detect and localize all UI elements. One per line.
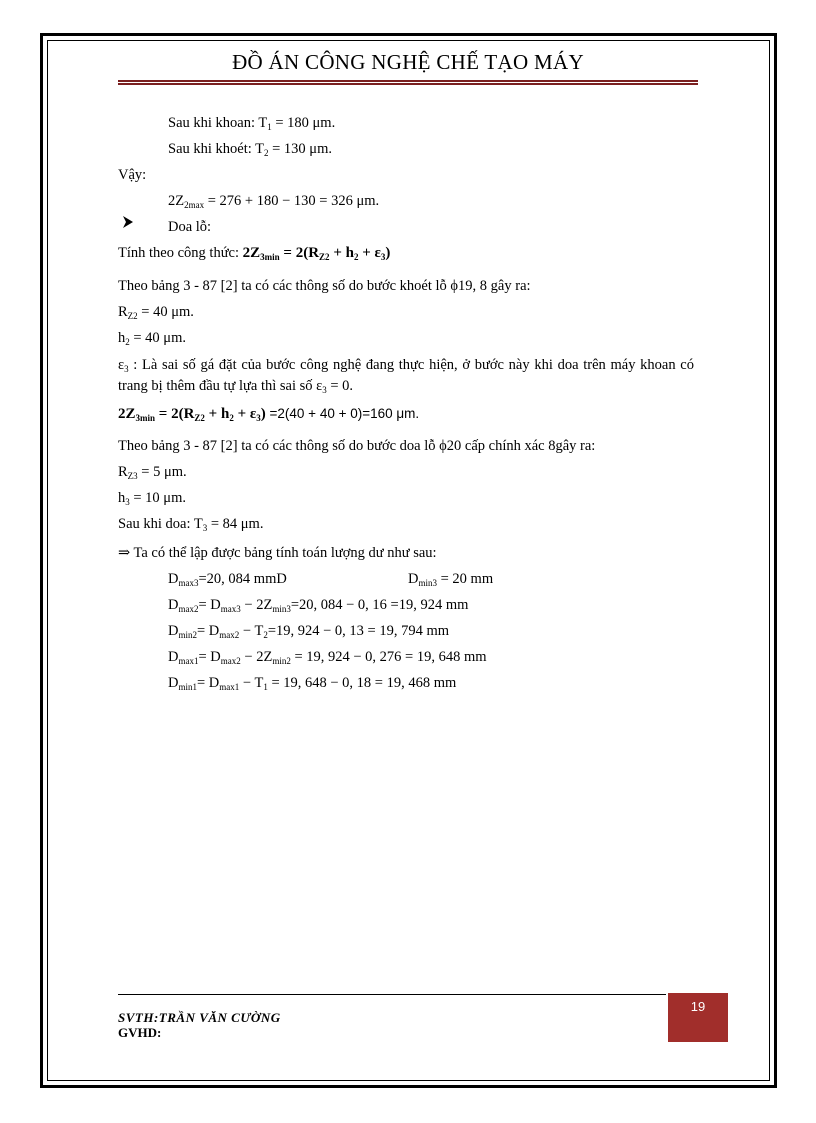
subscript: 3 [256,413,261,423]
text-line-therefore: Vậy: [118,167,147,183]
header-divider-bottom [118,83,698,85]
formula-line-2z2max [168,192,379,210]
text: 2Z [242,245,261,261]
subscript: min3 [418,578,437,588]
subscript: 3min [260,252,280,262]
subscript: 3 [202,523,208,533]
text: ) [385,245,391,261]
subscript: 2 [125,337,130,347]
subscript: 3 [125,497,130,507]
subscript: 2 [353,252,359,262]
text: = 10 μm. [129,490,186,506]
text: 2Z [168,193,185,209]
subscript: 2 [263,630,268,640]
text: =20, 084 − 0, 16 =19, 924 mm [290,597,469,613]
subscript: max1 [219,682,240,692]
subscript: 1 [267,122,272,132]
subscript: 1 [263,682,268,692]
text: = 84 μm. [207,516,264,532]
text-line-table-reference-1: Theo bảng 3 - 87 [2] ta có các thông số do bước khoét lỗ ϕ19, 8 gây ra: [118,278,531,294]
document-header-title: ĐỒ ÁN CÔNG NGHỆ CHẾ TẠO MÁY [232,50,584,74]
text-line-table-reference-2: Theo bảng 3 - 87 [2] ta có các thông số do bước doa lỗ ϕ20 cấp chính xác 8gây ra: [118,438,596,454]
subscript: Z2 [127,311,138,321]
text: = 19, 648 − 0, 18 = 19, 468 mm [267,675,457,691]
text: D [408,571,419,587]
subscript: 2max [184,200,205,210]
subscript: 2 [229,413,234,423]
text: Tính theo công thức: [118,245,243,261]
text: D [168,597,179,613]
header-divider-top [118,80,698,82]
subscript: 3min [135,413,156,423]
text: − T [239,675,264,691]
text: R [118,464,128,480]
text: = 5 μm. [137,464,187,480]
text: = D [198,597,221,613]
text: 2Z [118,406,136,422]
text-line-h3 [118,489,186,507]
text-line-rz2 [118,303,194,321]
formula-line-dmin1 [168,674,456,692]
text: = 130 μm. [268,141,332,157]
subscript: 3 [380,252,386,262]
formula-line-dmin2 [168,622,449,640]
formula-line-dmax3 [168,570,287,588]
text-line-rz3 [118,463,187,481]
text: D [168,675,179,691]
formula-line-dmin3 [408,570,493,588]
text: ) [260,406,266,422]
text: Sau khi doa: T [118,516,203,532]
text: Sau khi khoan: T [168,115,268,131]
text-line-h2 [118,329,186,347]
page-number-badge: 19 [668,993,728,1042]
text: R [118,304,128,320]
bullet-heading-ream-hole: Doa lỗ: [168,219,212,235]
text: = D [197,675,220,691]
text: : Là sai số gá đặt của bước công nghệ đang thực hiện, ở bước này khi doa trên máy khoan có trang bị thêm đầu tự lựa thì sai số ε [118,357,694,394]
text: =19, 924 − 0, 13 = 19, 794 mm [267,623,450,639]
text-line-formula-intro [118,244,390,262]
subscript: min3 [272,604,291,614]
text: + ε [233,406,257,422]
subscript: max3 [220,604,241,614]
subscript: Z2 [319,252,330,262]
text: = 180 μm. [271,115,336,131]
text: D [168,623,179,639]
paragraph-epsilon3 [118,355,694,397]
footer-student-name: SVTH:TRẦN VĂN CƯỜNG [118,1010,281,1025]
subscript: 2 [264,148,269,158]
text-line-after-reaming [168,140,332,158]
arrowhead-bullet-icon [122,215,134,234]
formula-bold [243,245,391,261]
text: − T [239,623,264,639]
text: = 19, 924 − 0, 276 = 19, 648 mm [290,649,487,665]
text: =2(40 + 40 + 0)=160 μm. [265,406,420,421]
footer-divider [118,994,666,995]
text-line-after-drilling [168,114,335,132]
text: + h [329,245,354,261]
subscript: min2 [272,656,291,666]
text: = 0. [326,378,354,394]
subscript: min2 [178,630,197,640]
subscript: Z2 [194,413,205,423]
text-line-allowance-table-intro: ⇒ Ta có thể lập được bảng tính toán lượng dư như sau: [118,545,437,561]
formula-line-dmax1 [168,648,487,666]
subscript: 3 [124,364,129,374]
text: h [118,330,126,346]
text: = 40 μm. [129,330,186,346]
footer-advisor-label: GVHD: [118,1025,162,1040]
text: = 2(R [279,245,320,261]
text: + ε [358,245,381,261]
subscript: 3 [322,385,327,395]
text: = D [197,623,220,639]
text-line-after-ream [118,515,263,533]
subscript: max2 [220,656,241,666]
text: ε [118,357,125,373]
formula-line-2z3min-result [118,405,419,423]
text: = 276 + 180 − 130 = 326 μm. [204,193,380,209]
subscript: min1 [178,682,197,692]
text: = 40 μm. [137,304,194,320]
text: + h [204,406,230,422]
text: = D [198,649,221,665]
subscript: max2 [178,604,199,614]
text: − 2Z [240,597,273,613]
subscript: max3 [178,578,199,588]
formula-line-dmax2 [168,596,468,614]
text: =20, 084 mmD [198,571,287,587]
text: = 20 mm [437,571,494,587]
text: Sau khi khoét: T [168,141,264,157]
subscript: Z3 [127,471,138,481]
text: − 2Z [240,649,273,665]
subscript: max1 [178,656,199,666]
formula-bold [118,406,266,422]
subscript: max2 [219,630,240,640]
text: D [168,571,179,587]
text: D [168,649,179,665]
text: = 2(R [155,406,195,422]
text: h [118,490,126,506]
